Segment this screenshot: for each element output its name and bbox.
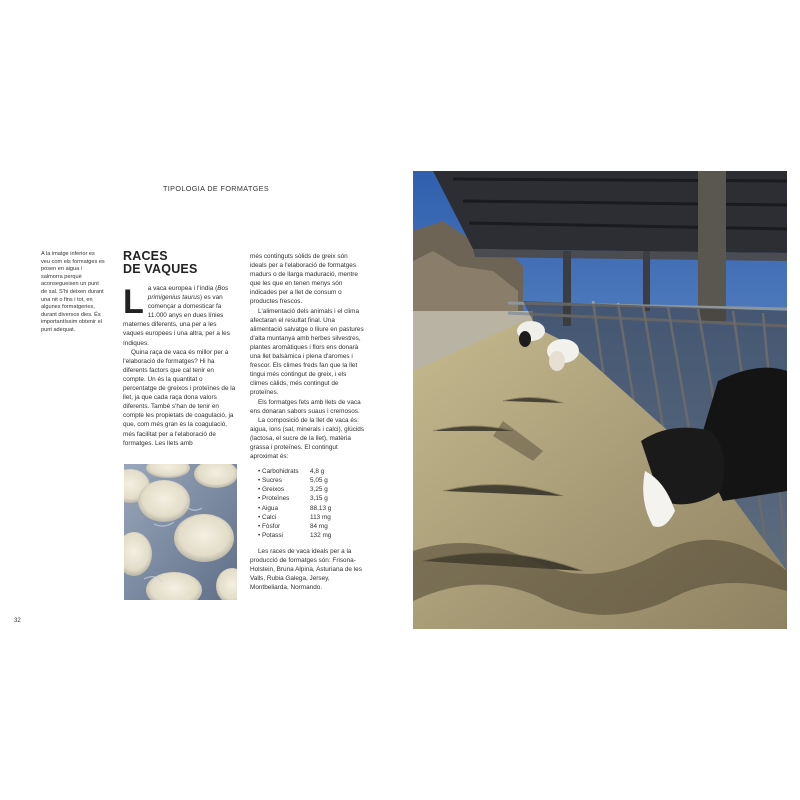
composition-value: 113 mg <box>310 513 331 521</box>
composition-name: • Greixos <box>258 486 285 494</box>
composition-row <box>258 494 365 503</box>
cow-barn-photo <box>413 171 787 629</box>
composition-name: • Carbohidrats <box>258 468 299 476</box>
text-column-2 <box>250 252 365 592</box>
text-column-1 <box>123 284 237 448</box>
running-head: TIPOLOGIA DE FORMATGES <box>163 184 270 193</box>
composition-row <box>258 485 365 494</box>
paragraph: La composició de la llet de vaca és: aigua, ions (sal, minerals i calci), glúcids (lactosa, el sucre de la llet), matèria grassa i proteïnes. El contingut aproximat és: <box>250 416 365 461</box>
composition-name: • Proteïnes <box>258 495 290 503</box>
composition-row <box>258 467 365 476</box>
cow-barn-illustration <box>413 171 787 629</box>
composition-name: • Fòsfor <box>258 522 281 530</box>
section-title <box>123 250 233 276</box>
composition-row <box>258 504 365 513</box>
milk-composition-list <box>258 467 365 540</box>
composition-name: • Calci <box>258 513 277 521</box>
composition-value: 3,25 g <box>310 486 328 494</box>
composition-value: 132 mg <box>310 531 332 539</box>
intro-text-italic: Bos primigenius taurus <box>147 285 229 302</box>
paragraph: L'alimentació dels animals i el clima afectaran el resultat final. Una alimentació salvatge o lliure en pastures d'alta muntanya amb herbes silvestres, plantes aromàtiques i flors ens donarà una llet balsàmica i plena d'aromes i frescor. Els climes freds fan que la llet tingui més contingut de greix, i els climes càlids, més contingut de proteïnes. <box>250 307 364 397</box>
cheese-brine-photo <box>124 464 237 600</box>
title-line-2: DE VAQUES <box>123 262 198 276</box>
composition-row <box>258 531 365 540</box>
composition-row <box>258 513 365 522</box>
image-caption-sidenote: A la imatge inferior es veu com els formatges es posen en aigua i salmorra perquè aconsegueixen un punt de sal. S'hi deixen durant una nit o fins i tot, en algunes formatgeries, durant diversos dies. És importantíssim obtenir el punt adequat. <box>41 251 105 333</box>
composition-row <box>258 522 365 531</box>
composition-name: • Aigua <box>258 504 279 512</box>
paragraph: Els formatges fets amb llets de vaca ens donaran sabors suaus i cremosos. <box>250 398 361 415</box>
paragraph: Les races de vaca ideals per a la producció de formatges són: Frisona-Holstein, Bruna Alpina, Asturiana de les Valls, Rubia Galega, Jersey, Montbeliarda, Normando. <box>250 547 362 592</box>
paragraph: Quina raça de vaca és millor per a l'elaboració de formatges? Hi ha diferents factors que cal tenir en compte. Un és la quantitat o percentatge de greixos i proteïnes de la llet, ja que cada raça dona valors diferents. També s'han de tenir en compte les propietats de coagulació, ja que, com més gran és la coagulació, més facilitat per a l'elaboració de formatges. Les llets amb <box>123 348 236 447</box>
composition-value: 84 mg <box>310 522 328 530</box>
composition-value: 4,8 g <box>310 468 325 476</box>
intro-text-b: ) es van començar a domesticar fa 11.000 anys en dues línies maternes diferents, una per a les vaques europees i una altra, per a les índiques. <box>123 294 230 347</box>
intro-paragraph <box>123 284 237 348</box>
page-number: 32 <box>14 618 21 624</box>
composition-value: 88,13 g <box>310 504 332 512</box>
cheese-brine-illustration <box>124 464 237 600</box>
composition-name: • Potassi <box>258 531 283 539</box>
composition-value: 3,15 g <box>310 495 328 503</box>
composition-value: 5,05 g <box>310 477 328 485</box>
intro-text-a: a vaca europea i l'índia ( <box>147 285 218 292</box>
composition-name: • Sucres <box>258 477 282 485</box>
composition-row <box>258 476 365 485</box>
drop-cap: L <box>123 283 144 321</box>
paragraph: més continguts sòlids de greix són ideals per a l'elaboració de formatges madurs o de llarga maduració, mentre que les que en tenen menys són indicades per a llet de consum o productes frescos. <box>250 253 358 306</box>
title-line-1: RACES <box>123 249 168 263</box>
